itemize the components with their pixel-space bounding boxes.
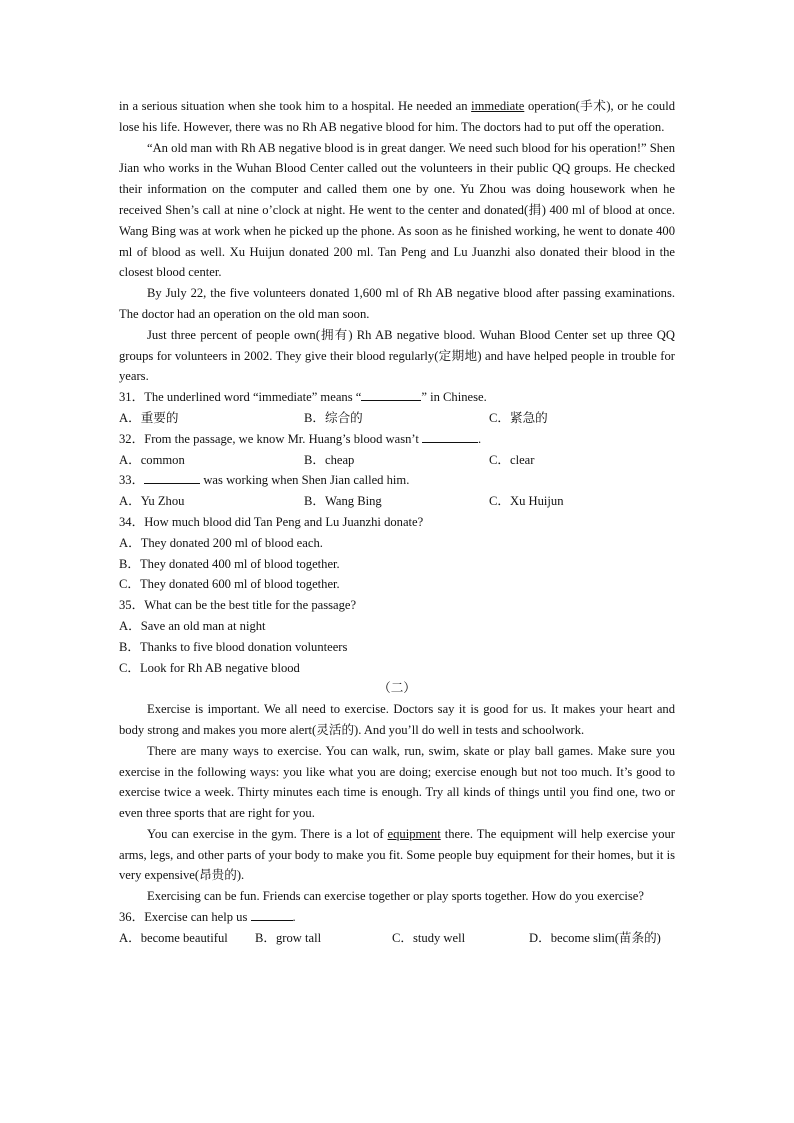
passage-paragraph: “An old man with Rh AB negative blood is in great danger. We need such blood for his operation!” Shen Jian who works in the Wuhan Blood Center called out the volunteers in their public QQ groups. He checked their information on the computer and called them one by one. Yu Zhou was doing housework when he received Shen’s call at nine o’clock at night. He went to the center and donated(捐) 400 ml of blood at once. Wang Bing was at work when he picked up the phone. As soon as he finished working, he went to donate 400 ml of blood as well. Xu Huijun donated 200 ml. Tan Peng and Lu Juanzhi also donated their blood in the closest blood center.	[119, 140, 675, 280]
option-a[interactable]: A．They donated 200 ml of blood each.	[119, 535, 323, 550]
option-c[interactable]: C．study well	[392, 930, 466, 945]
option-d[interactable]: D．become slim(苗条的)	[529, 930, 661, 945]
option-c[interactable]: C．Xu Huijun	[489, 494, 564, 509]
underlined-word: immediate	[471, 99, 525, 113]
passage-paragraph: Just three percent of people own(拥有) Rh AB negative blood. Wuhan Blood Center set up three QQ groups for volunteers in 2002. They give their blood regularly(定期地) and have helped people in trouble for years.	[119, 327, 675, 384]
text-run: You can exercise in the gym. There is a lot of	[147, 826, 388, 841]
option-a[interactable]: A．重要的	[119, 410, 179, 425]
option-b[interactable]: B．Thanks to five blood donation volunteers	[119, 639, 348, 654]
question-35: 35．What can be the best title for the passage?	[119, 598, 357, 613]
option-a[interactable]: A．become beautiful	[119, 930, 228, 945]
question-32-options	[119, 450, 675, 471]
option-a[interactable]: A．Yu Zhou	[119, 494, 185, 509]
passage-paragraph: By July 22, the five volunteers donated 1,600 ml of Rh AB negative blood after passing examinations. The doctor had an operation on the old man soon.	[119, 286, 675, 321]
option-a[interactable]: A．Save an old man at night	[119, 618, 266, 633]
answer-blank	[361, 387, 421, 401]
exam-page	[119, 96, 675, 949]
answer-blank	[422, 429, 478, 443]
section-heading: （二）	[378, 681, 416, 696]
question-33: 33． was working when Shen Jian called him.	[119, 470, 675, 491]
question-36: 36．Exercise can help us .	[119, 907, 675, 928]
option-c[interactable]: C．Look for Rh AB negative blood	[119, 660, 300, 675]
option-c[interactable]: C．clear	[489, 452, 535, 467]
option-c[interactable]: C．They donated 600 ml of blood together.	[119, 577, 340, 592]
passage-paragraph: There are many ways to exercise. You can walk, run, swim, skate or play ball games. Make sure you exercise in the following ways: you like what you are doing; exercise enough but not too much. It’s good to exercise twice a week. Thirty minutes each time is enough. Try all kinds of things until you find one, two or even three sports that are right for you.	[119, 743, 675, 821]
option-b[interactable]: B．grow tall	[255, 930, 322, 945]
passage-paragraph: Exercising can be fun. Friends can exercise together or play sports together. How do you exercise?	[147, 889, 644, 904]
passage-paragraph: Exercise is important. We all need to exercise. Doctors say it is good for us. It makes your heart and body strong and makes you more alert(灵活的). And you’ll do well in tests and schoolwork.	[119, 702, 675, 737]
option-a[interactable]: A．common	[119, 452, 185, 467]
option-b[interactable]: B．Wang Bing	[304, 494, 382, 509]
question-31-options	[119, 408, 675, 429]
question-31: 31．The underlined word “immediate” means “ ” in Chinese.	[119, 387, 675, 408]
passage-paragraph	[119, 824, 675, 886]
option-b[interactable]: B．cheap	[304, 452, 355, 467]
option-b[interactable]: B．They donated 400 ml of blood together.	[119, 556, 340, 571]
question-36-options	[119, 928, 675, 949]
answer-blank	[144, 470, 200, 484]
question-32: 32．From the passage, we know Mr. Huang’s blood wasn’t .	[119, 429, 675, 450]
answer-blank	[251, 907, 293, 921]
question-34: 34．How much blood did Tan Peng and Lu Juanzhi donate?	[119, 514, 424, 529]
text-run: operation(手术), or he could lose his life. However, there was no Rh AB negative blood for him. The doctors had to put off the operation.	[119, 99, 675, 134]
text-run: there. The equipment will help exercise your arms, legs, and other parts of your body to make you fit. Some people buy equipment for their homes, but it is very expensive(昂贵的).	[119, 826, 675, 883]
question-33-options	[119, 491, 675, 512]
passage-paragraph	[119, 96, 675, 138]
option-c[interactable]: C．紧急的	[489, 410, 548, 425]
underlined-word: equipment	[387, 826, 441, 841]
text-run: in a serious situation when she took him to a hospital. He needed an	[119, 99, 472, 113]
option-b[interactable]: B．综合的	[304, 410, 363, 425]
